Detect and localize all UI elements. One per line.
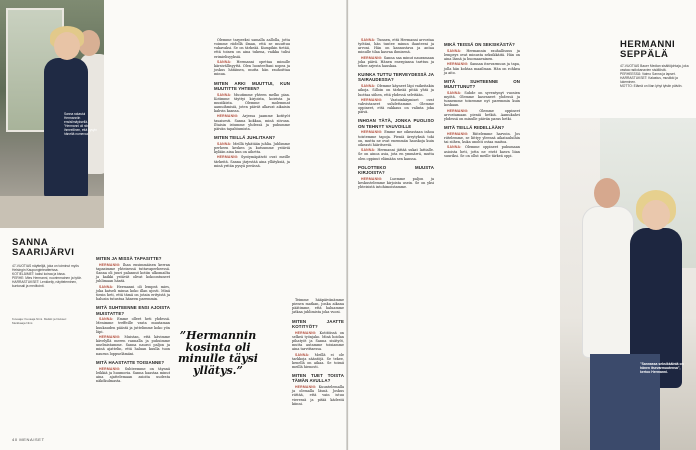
body-paragraph (292, 385, 344, 406)
bio-name-sanna: SANNA SAARIJÄRVI (12, 237, 75, 258)
couple-photo-right (560, 118, 696, 450)
section-heading: MIKÄ TEISSÄ ON SEKSIKÄSTÄ? (444, 42, 515, 47)
bio-line: KOTIELÄIMET: kaksi koiraa ja kissa. (12, 272, 66, 277)
section-heading: MITEN TEILLÄ JUHLITAAN? (214, 135, 275, 141)
left-column-3 (292, 298, 344, 407)
paragraph-text: Hermannin rauhallisuus ja lempeys ovat minusta seksikkäitä. Hän on aina läsnä ja huomaavainen. (444, 48, 520, 62)
paragraph-text: Emme me oikeastaan inhoa toistemme tapoja. Pieniä ärsytyksiä toki on, mutta ne ovat enemmän hauskoja kuin oikeasti häiritseviä. (358, 130, 435, 147)
paragraph-text: Sannan itsevarmuus ja tapa, jolla hän kohtaa maailman. Hän on rohkea ja aito. (444, 62, 520, 75)
paragraph-text: Tunnen, että Hermanni arvostaa työtäni, hän tuntee minun ihanteeni ja arvoni. Hän on kannustava ja antaa minulle tilaa kasvaa ihmisenä. (358, 38, 434, 55)
body-paragraph (96, 285, 170, 302)
body-paragraph (444, 62, 520, 74)
speaker-label: SANNA: (361, 38, 377, 42)
paragraph-text: Luemme paljon ja keskustelemme kirjoista usein. Se on yksi yhteisistä intohimoistamme. (358, 176, 435, 189)
body-paragraph (358, 98, 434, 115)
speaker-label: HERMANNI: (361, 130, 385, 135)
speaker-label: SANNA: (217, 59, 237, 64)
bio-line: PERHE: Mies Hermanni, nuorimmainen ja tytär. (12, 276, 82, 281)
section-heading: MITEN ARKI MUUTTUI, KUN MUUTITTE YHTEEN? (214, 80, 290, 91)
speaker-label: HERMANNI: (99, 335, 125, 340)
photo-caption: Sanna rakastui Hermanniin ensisilmäyksellä. "Hermanni oli niin ihmeellinen, että kysyin häneltä numeroa." (64, 112, 97, 136)
speaker-label: HERMANNI: (99, 262, 123, 267)
paragraph-text: Suhde on syventynyt vuosien myötä. Olemme kasvaneet yhdessä ja tunnemme toisemme nyt paremmin kuin koskaan. (444, 90, 520, 108)
speaker-label: HERMANNI: (295, 385, 319, 390)
left-column-1 (96, 252, 170, 384)
speaker-label: HERMANNI: (361, 55, 384, 60)
body-paragraph (292, 353, 344, 370)
paragraph-text: Meillä ei ole tarkkoja sääntöjä. Se tekee, kenellä on aikaa. Se toimii meillä hienosti. (292, 352, 344, 369)
paragraph-text: Kuuntelemalla ja olemalla läsnä. Joskus riittää, että vain istuu vieressä ja pitää kädestä kiinni. (292, 385, 344, 406)
paragraph-text: Hermanni opettaa minulle kärsivällisyyttä. Olen luonteeltani nopea ja joskus hätäinen, mutta hän rauhoittaa minua. (214, 59, 290, 77)
speaker-label: HERMANNI: (447, 62, 470, 67)
left-column-2 (214, 38, 290, 169)
speaker-label: HERMANNI: (217, 114, 243, 119)
body-paragraph (96, 367, 170, 384)
paragraph-text: Teimme hääpäivänämme pienen matkan, jonka aikana päätimme, että haluamme jatkaa juhlimista joka vuosi. (292, 298, 344, 315)
body-paragraph (444, 145, 520, 157)
speaker-label: SANNA: (361, 84, 377, 89)
paragraph-text: Hermanni jättää sukat lattialle. Se on ainoa asia, jota en ymmärrä, mutta olen oppinut elämään sen kanssa. (358, 148, 434, 161)
speaker-label: SANNA: (217, 141, 233, 146)
body-paragraph (358, 38, 434, 55)
section-heading: MITÄ TEILLÄ RIIDELLÄÄN? (444, 125, 505, 131)
couple-photo-left (0, 0, 104, 228)
body-paragraph (444, 49, 520, 61)
photo-caption-right: "Sannassa seksikkäintä on hänen itsevarmuutensa", kertoo Hermanni. (640, 362, 684, 375)
section-heading: MITÄ HAASTATTE TOISIANNE? (96, 359, 165, 365)
body-paragraph (96, 317, 170, 334)
body-paragraph (358, 84, 434, 96)
bio-sanna (12, 264, 84, 289)
body-paragraph (358, 56, 434, 68)
body-paragraph (214, 38, 290, 59)
paragraph-text: Olemme oppineet puhumaan asioista heti, jotta ne eivät kasva liian suuriksi. Se on ollut meille tärkeä oppi. (444, 145, 520, 158)
bio-hermanni (620, 64, 690, 89)
body-paragraph (358, 130, 434, 147)
paragraph-text: Sanna saa minut nauramaan joka päivä. Hänen energiansa tarttuu ja tekee arjesta hauskaa. (358, 55, 434, 69)
speaker-label: SANNA: (447, 145, 466, 150)
section-heading: INHOAN TÄTÄ, JONKA PUOLISO ON TEHNYT VAUVOILLE (358, 118, 434, 129)
bio-line: 47-VUOTIAS Bauer Median sisältöjohtaja, joka vastaa radiokanavien sisällöstä. (620, 64, 689, 73)
speaker-label: SANNA: (99, 317, 118, 322)
section-heading: MITEN JAATTE KOTITYÖT? (292, 318, 344, 329)
section-heading: MITEN JA MISSÄ TAPASITTE? (96, 256, 162, 261)
body-paragraph (214, 114, 290, 131)
speaker-label: SANNA: (99, 284, 117, 289)
section-heading: MITEN TUET TOISTA TÄMÄN AVULLA? (292, 373, 344, 384)
woman-head (54, 32, 80, 60)
paragraph-text: Olemme käyneet läpi vaikeitakin aikoja. Silloin on tärkeää pitää yhtä ja luottaa siihen, että yhdessä selvitään. (358, 84, 434, 97)
bio-line: MOTTO: Elämä on liian lyhyt tylsiin päiviin. (620, 84, 683, 89)
paragraph-text: Arjessa jaamme kotityöt tasaisesti. Sanna kokkaa, minä siivoan. Iltaisin istumme yhdessä ja puhumme päivän tapahtumista. (214, 114, 290, 131)
body-paragraph (444, 109, 520, 121)
body-paragraph (444, 132, 520, 144)
body-paragraph (214, 60, 290, 77)
bio-line: HARRASTUKSET: Lenkkeily, näytteleminen, kuntosali ja meditointi. (12, 280, 77, 289)
paragraph-text: Kotitöissä on selkeä työnjako. Minä hoidan pihatyöt ja Sanna sisätyöt, mutta autamme toisiamme aina tarvittaessa. (292, 330, 344, 352)
section-heading: KUINKA TUTTU TERVEYDESSÄ JA SAIRAUDESSA? (358, 72, 434, 83)
paragraph-text: Hermanni oli lempeä mies, joka katseli minua koko illan ujosti. Minä tiesin heti, että tämä on jotain erityistä ja halusin tutustua häneen paremmin. (96, 284, 170, 302)
man-figure (582, 206, 634, 358)
body-paragraph (214, 93, 290, 114)
paragraph-text: Meillä tykätään juhlia. Juhlimme perheen kesken ja kutsumme ystäviä kylään aina kun on aihetta. (214, 141, 290, 155)
body-paragraph (444, 91, 520, 108)
section-heading: MITÄ SUHTEENNE ENSI AJOISTA MUISTATTE? (96, 305, 170, 316)
bio-line: PERHEESSÄ: Vaimo Sanna ja lapset. (620, 72, 676, 77)
body-paragraph (214, 155, 290, 167)
right-column-1 (358, 38, 434, 190)
paragraph-text: Emme olleet heti yhdessä. Menimme treffeille vasta muutaman kuukauden päästä ja juttelimme koko yön läpi. (96, 317, 170, 334)
bio-name-hermanni: HERMANNI SEPPÄLÄ (620, 39, 676, 60)
page-folio-left: 40 MENAISET (12, 437, 45, 442)
speaker-label: HERMANNI: (295, 330, 320, 335)
speaker-label: HERMANNI: (99, 366, 125, 371)
body-paragraph (358, 177, 434, 189)
speaker-label: HERMANNI: (361, 176, 391, 181)
paragraph-text: Suhteemme on täynnä leikkiä ja huumoria. Sanna haastaa minut aina ajattelemaan asioita uudesta näkökulmasta. (96, 366, 171, 383)
section-heading: MITÄ SUHTEENNE ON MUUTTUNUT? (444, 78, 520, 90)
left-page (0, 0, 347, 450)
floor-graphic (0, 196, 104, 228)
speaker-label: HERMANNI: (447, 108, 480, 113)
paragraph-text: Muistan, että kävimme kävelyllä meren rannalla ja puhuimme unelmistamme. Sanna nauroi paljon ja minä ajattelin, että haluan kuulla tuon naurun loppuelämäni. (96, 335, 171, 356)
speaker-label: SANNA: (217, 92, 234, 97)
paragraph-text: Ihan ensimmäisen kerran tapasimme yhteisessä tuttavaperheessä. Sanna oli juuri palannut kotiin ulkomailta ja kaikki ystävät olivat kokoontuneet juhlimaan häntä. (96, 262, 170, 284)
speaker-label: SANNA: (447, 90, 465, 95)
body-paragraph (292, 331, 344, 352)
body-paragraph (292, 298, 344, 315)
paragraph-text: Syntymäpäivät ovat meille tärkeitä. Sanna järjestää aina yllätyksiä, ja minä yritän pysyä perässä. (214, 155, 290, 168)
body-paragraph (96, 263, 170, 284)
paragraph-text: Olemme tarpeeksi samalla aallolla, jotta voimme riidellä ilman, että se muuttuu vakavaksi. Se on tärkeää. Kumpikin tietää, että toinen on aina tukena, vaikka tulisi erimielisyyksiä. (214, 38, 290, 59)
right-column-2 (444, 38, 520, 159)
spine-gutter (346, 0, 349, 450)
paragraph-text: Muutimme yhteen melko pian. Kotimme täyttyi kirjoista, koirista ja musiikista. Olemme molemmat aamuihmisiä, joten päivät alkavat aikaisin kahvin kanssa. (214, 92, 290, 114)
man-head (594, 178, 620, 208)
paragraph-text: Vastoinkäymiset ovat vahvistaneet suhdettamme. Olemme oppineet, että rakkaus on valinta joka päivä. (358, 97, 434, 115)
speaker-label: HERMANNI: (361, 97, 391, 102)
body-paragraph (214, 142, 290, 154)
body-paragraph (96, 335, 170, 356)
speaker-label: SANNA: (447, 48, 467, 53)
paragraph-text: Riitelemme harvoin. Jos riitelemme, se liittyy yleensä aikatauluihin tai siihen, kuka unohti ostaa maitoa. (444, 131, 520, 145)
pull-quote: ”Hermannin kosinta oli minulle täysi yllätys.” (178, 329, 258, 377)
body-paragraph (358, 148, 434, 160)
speaker-label: SANNA: (295, 352, 315, 357)
woman-head (642, 200, 670, 230)
speaker-label: HERMANNI: (217, 155, 242, 160)
paragraph-text: Olemme oppineet arvostamaan pieniä hetkiä. Aamukahvi yhdessä on minulle päivän paras hetki. (444, 108, 520, 121)
section-heading: POLOTTEKO MUUSTA KIRJOISTA? (358, 164, 434, 175)
bio-line: HARRASTUKSET: Kalastus, musiikki ja lukeminen. (620, 76, 678, 85)
speaker-label: HERMANNI: (447, 131, 473, 136)
photo-credit: Kuvaaja: Kuvaaja Nimi. Meikki ja hiukset: Meikkaaja Nimi. (12, 317, 67, 325)
bio-line: 47-VUOTIAS näyttelijä, joka on toiminut myös Helsingin Kaupunginteatterissa. (12, 264, 79, 273)
speaker-label: SANNA: (361, 148, 378, 153)
